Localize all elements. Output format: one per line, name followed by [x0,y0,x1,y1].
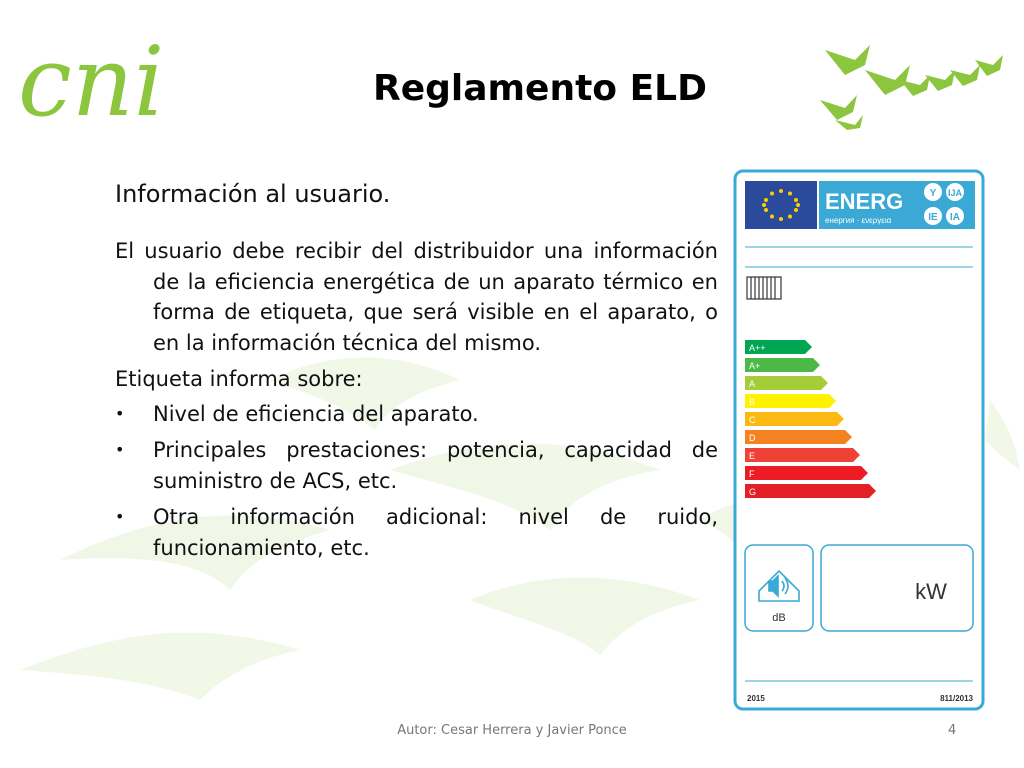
efficiency-class-bar [745,394,836,408]
bullet-symbol: • [115,507,125,526]
bullet-list [115,399,718,564]
energ-circle-label: IJA [947,188,963,198]
energ-circle-label: IA [950,212,960,223]
power-unit: kW [915,579,947,604]
efficiency-class-label: A+ [749,361,761,371]
footer-author: Autor: Cesar Herrera y Javier Ponce [397,723,627,738]
energ-subtext: енергия · ενεργεια [825,216,892,225]
efficiency-class-label: F [749,469,755,479]
energ-circle-label: IE [928,212,938,223]
efficiency-class-bar [745,412,844,426]
energy-label [733,169,985,711]
bullet-symbol: • [115,403,125,423]
bullet-item [115,435,718,496]
efficiency-class-label: G [749,487,757,497]
efficiency-class-bar [745,430,852,444]
slide-title: Reglamento ELD [373,68,707,109]
efficiency-class-label: B [749,397,756,407]
cni-logo-text: cni [18,30,165,130]
bullet-item [115,399,718,430]
page-number: 4 [948,723,957,738]
efficiency-class-label: C [749,415,756,425]
slide-subtitle: Información al usuario. [115,180,391,208]
slide-content [115,180,718,569]
label-year: 2015 [747,694,765,703]
bullet-symbol: • [115,440,125,459]
bullet-item [115,502,718,563]
energ-circle-label: Y [929,188,937,199]
bullet-text: Otra información adicional: nivel de ruido, funcionamiento, etc. [153,505,718,560]
cni-logo [18,30,218,130]
efficiency-class-label: E [749,451,756,461]
energ-text: ENERG [825,189,904,214]
label-regulation: 811/2013 [940,694,973,703]
label-intro: Etiqueta informa sobre: [115,367,363,391]
efficiency-class-bar [745,376,828,390]
bullet-text: Nivel de eficiencia del aparato. [153,401,479,426]
eu-flag-icon [745,181,817,229]
efficiency-class-label: D [749,433,756,443]
flying-birds-icon [815,30,1015,130]
bullet-text: Principales prestaciones: potencia, capacidad de suministro de ACS, etc. [153,438,718,493]
body-paragraph: El usuario debe recibir del distribuidor una información de la eficiencia energética de un aparato térmico en forma de etiqueta, que será visible en el aparato, o en la información técnica del mismo. [115,239,718,355]
efficiency-class-bar [745,448,860,462]
efficiency-class-label: A [749,379,756,389]
efficiency-class-label: A++ [749,343,766,353]
efficiency-class-bar [745,484,876,498]
efficiency-class-bar [745,466,868,480]
sound-unit: dB [772,612,786,624]
